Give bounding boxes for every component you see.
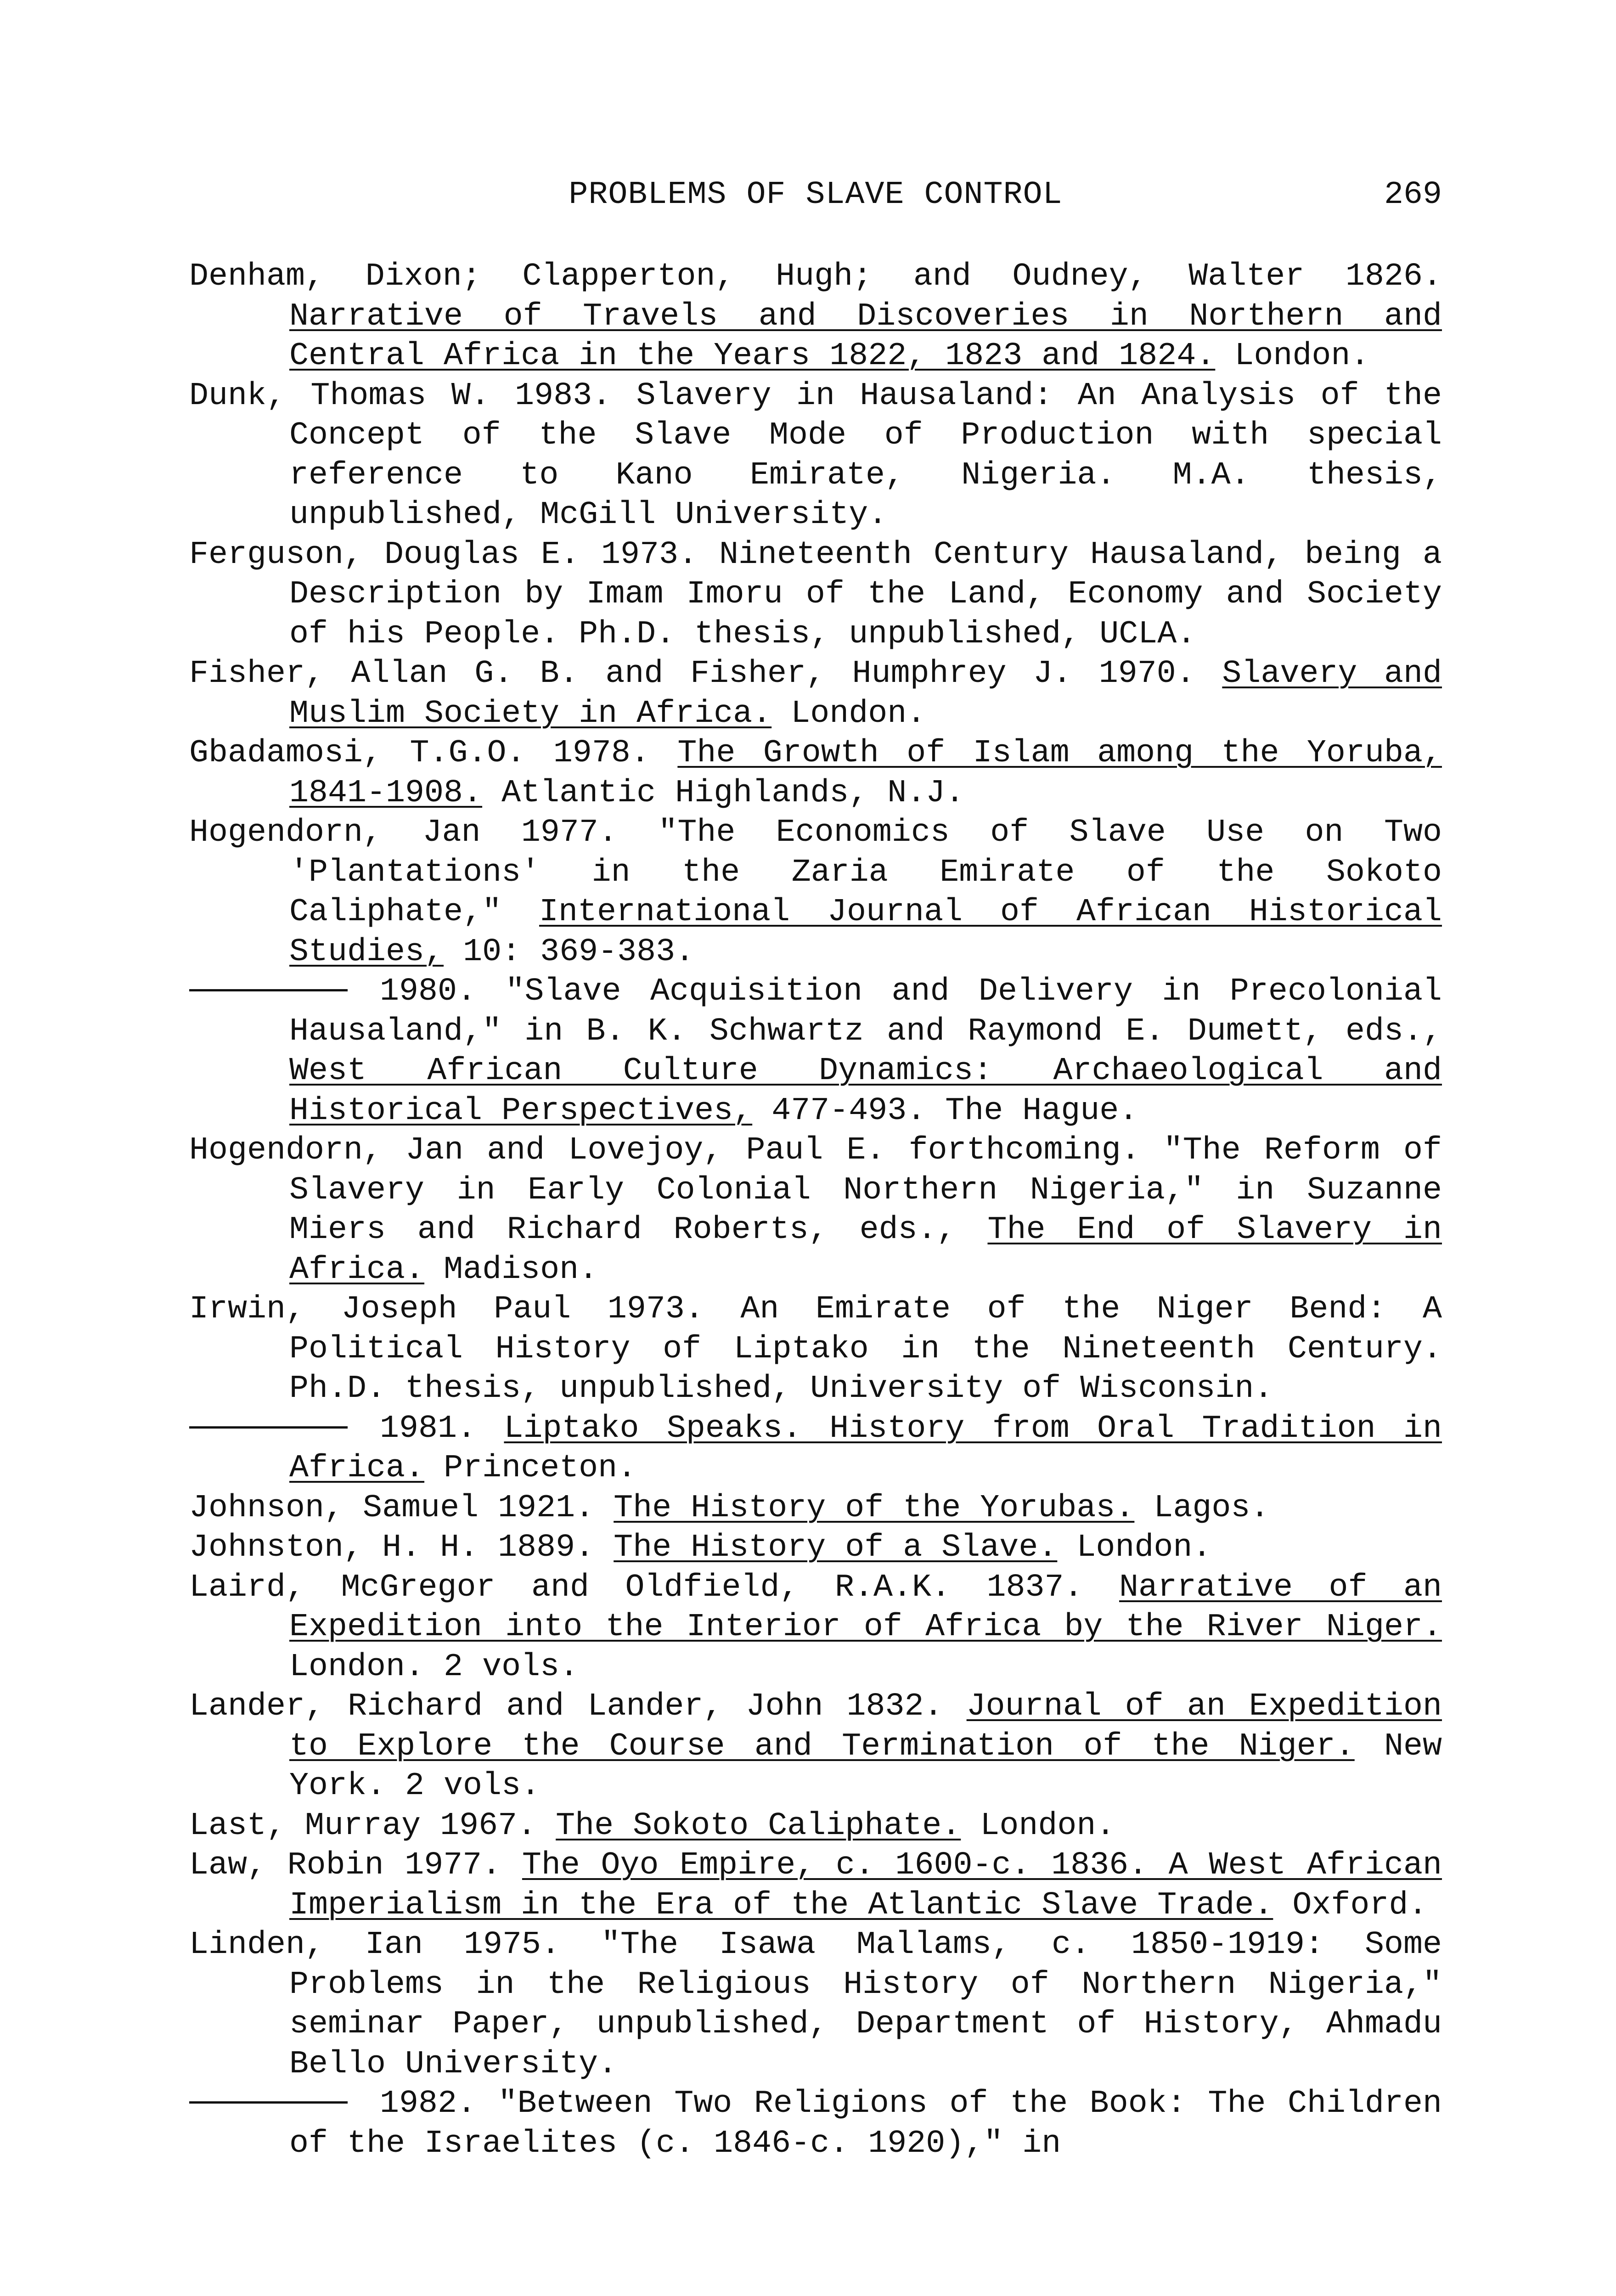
entry-head: 1981.	[380, 1410, 477, 1447]
entry-tail: Princeton.	[444, 1450, 637, 1486]
bibliography-entry	[189, 734, 1442, 813]
bibliography-entry	[189, 654, 1442, 734]
entry-head: 1982. "Between Two Religions of the Book: The Children of the Israelites (c. 1846-c. 1920)," in	[289, 2086, 1442, 2162]
entry-title: International Journal of African Historical Studies,	[289, 894, 1442, 970]
repeat-author-rule	[189, 2101, 348, 2104]
entry-tail: Madison.	[444, 1251, 598, 1288]
entry-head: Linden, Ian 1975. "The Isawa Mallams, c. 1850-1919: Some Problems in the Religious History of Northern Nigeria," seminar Paper, unpublished, Department of History, Ahmadu Bello University.	[189, 1927, 1442, 2082]
entry-head: Hogendorn, Jan 1977. "The Economics of Slave Use on Two 'Plantations' in the Zaria Emirate of the Sokoto Caliphate,"	[189, 815, 1442, 930]
bibliography-entry	[189, 1528, 1442, 1568]
bibliography-entry	[189, 1925, 1442, 2084]
entry-title: Liptako Speaks. History from Oral Tradition in Africa.	[289, 1410, 1442, 1486]
entry-title: Narrative of Travels and Discoveries in Northern and Central Africa in the Years 1822, 1823 and 1824.	[289, 298, 1442, 374]
running-title: PROBLEMS OF SLAVE CONTROL	[569, 177, 1063, 213]
entry-tail: London.	[791, 695, 926, 732]
bibliography-entry	[189, 1409, 1442, 1489]
entry-title: Slavery and Muslim Society in Africa.	[289, 656, 1442, 732]
entry-title: Narrative of an Expedition into the Interior of Africa by the River Niger.	[289, 1569, 1442, 1645]
entry-head: Law, Robin 1977.	[189, 1847, 501, 1884]
bibliography-entry	[189, 1687, 1442, 1806]
bibliography-entry	[189, 1568, 1442, 1688]
entry-head: Hogendorn, Jan and Lovejoy, Paul E. forthcoming. "The Reform of Slavery in Early Colonial Northern Nigeria," in Suzanne Miers and Richard Roberts, eds.,	[189, 1132, 1442, 1248]
entry-head: Fisher, Allan G. B. and Fisher, Humphrey J. 1970.	[189, 656, 1195, 692]
entry-tail: London.	[1076, 1530, 1212, 1566]
bibliography-entry	[189, 1806, 1442, 1846]
entry-tail: 477-493. The Hague.	[771, 1092, 1138, 1129]
entry-head: Johnston, H. H. 1889.	[189, 1530, 595, 1566]
bibliography-entry	[189, 2084, 1442, 2164]
repeat-author-rule	[189, 989, 348, 991]
entry-tail: Atlantic Highlands, N.J.	[501, 775, 965, 811]
bibliography-entry	[189, 1846, 1442, 1925]
entry-title: West African Culture Dynamics: Archaeological and Historical Perspectives,	[289, 1053, 1442, 1129]
entry-head: Last, Murray 1967.	[189, 1807, 537, 1844]
entry-tail: Oxford.	[1292, 1887, 1428, 1924]
bibliography-entry	[189, 813, 1442, 972]
entry-head: Johnson, Samuel 1921.	[189, 1490, 595, 1526]
entry-tail: New York. 2 vols.	[289, 1728, 1442, 1804]
entry-head: Lander, Richard and Lander, John 1832.	[189, 1688, 943, 1725]
bibliography-list	[189, 257, 1442, 2164]
entry-tail: 10: 369-383.	[463, 934, 695, 970]
entry-head: Denham, Dixon; Clapperton, Hugh; and Oudney, Walter 1826.	[189, 259, 1442, 295]
entry-title: The Growth of Islam among the Yoruba, 1841-1908.	[289, 735, 1442, 811]
entry-head: Ferguson, Douglas E. 1973. Nineteenth Century Hausaland, being a Description by Imam Imoru of the Land, Economy and Society of his People. Ph.D. thesis, unpublished, UCLA.	[189, 536, 1442, 653]
entry-title: The History of a Slave.	[614, 1530, 1058, 1566]
page-number: 269	[1384, 177, 1442, 213]
bibliography-entry	[189, 377, 1442, 535]
entry-head: 1980. "Slave Acquisition and Delivery in Precolonial Hausaland," in B. K. Schwartz and Raymond E. Dumett, eds.,	[289, 974, 1442, 1050]
bibliography-entry	[189, 535, 1442, 655]
bibliography-entry	[189, 257, 1442, 377]
entry-title: The History of the Yorubas.	[614, 1490, 1135, 1526]
entry-head: Gbadamosi, T.G.O. 1978.	[189, 735, 650, 771]
entry-head: Dunk, Thomas W. 1983. Slavery in Hausaland: An Analysis of the Concept of the Slave Mode of Production with special reference to Kano Emirate, Nigeria. M.A. thesis, unpublished, McGill University.	[189, 377, 1442, 533]
entry-tail: London. 2 vols.	[289, 1649, 579, 1685]
repeat-author-rule	[189, 1426, 348, 1429]
entry-title: The Sokoto Caliphate.	[556, 1807, 961, 1844]
entry-title: Journal of an Expedition to Explore the Course and Termination of the Niger.	[289, 1688, 1442, 1765]
bibliography-entry	[189, 1131, 1442, 1290]
bibliography-entry	[189, 1489, 1442, 1529]
entry-head: Irwin, Joseph Paul 1973. An Emirate of the Niger Bend: A Political History of Liptako in the Nineteenth Century. Ph.D. thesis, unpublished, University of Wisconsin.	[189, 1291, 1442, 1407]
bibliography-entry	[189, 1290, 1442, 1409]
entry-tail: Lagos.	[1154, 1490, 1270, 1526]
entry-title: The End of Slavery in Africa.	[289, 1212, 1442, 1288]
entry-tail: London.	[980, 1807, 1115, 1844]
entry-tail: London.	[1234, 338, 1370, 374]
entry-head: Laird, McGregor and Oldfield, R.A.K. 1837.	[189, 1569, 1083, 1606]
entry-title: The Oyo Empire, c. 1600-c. 1836. A West African Imperialism in the Era of the Atlantic Slave Trade.	[289, 1847, 1442, 1924]
bibliography-entry	[189, 972, 1442, 1131]
